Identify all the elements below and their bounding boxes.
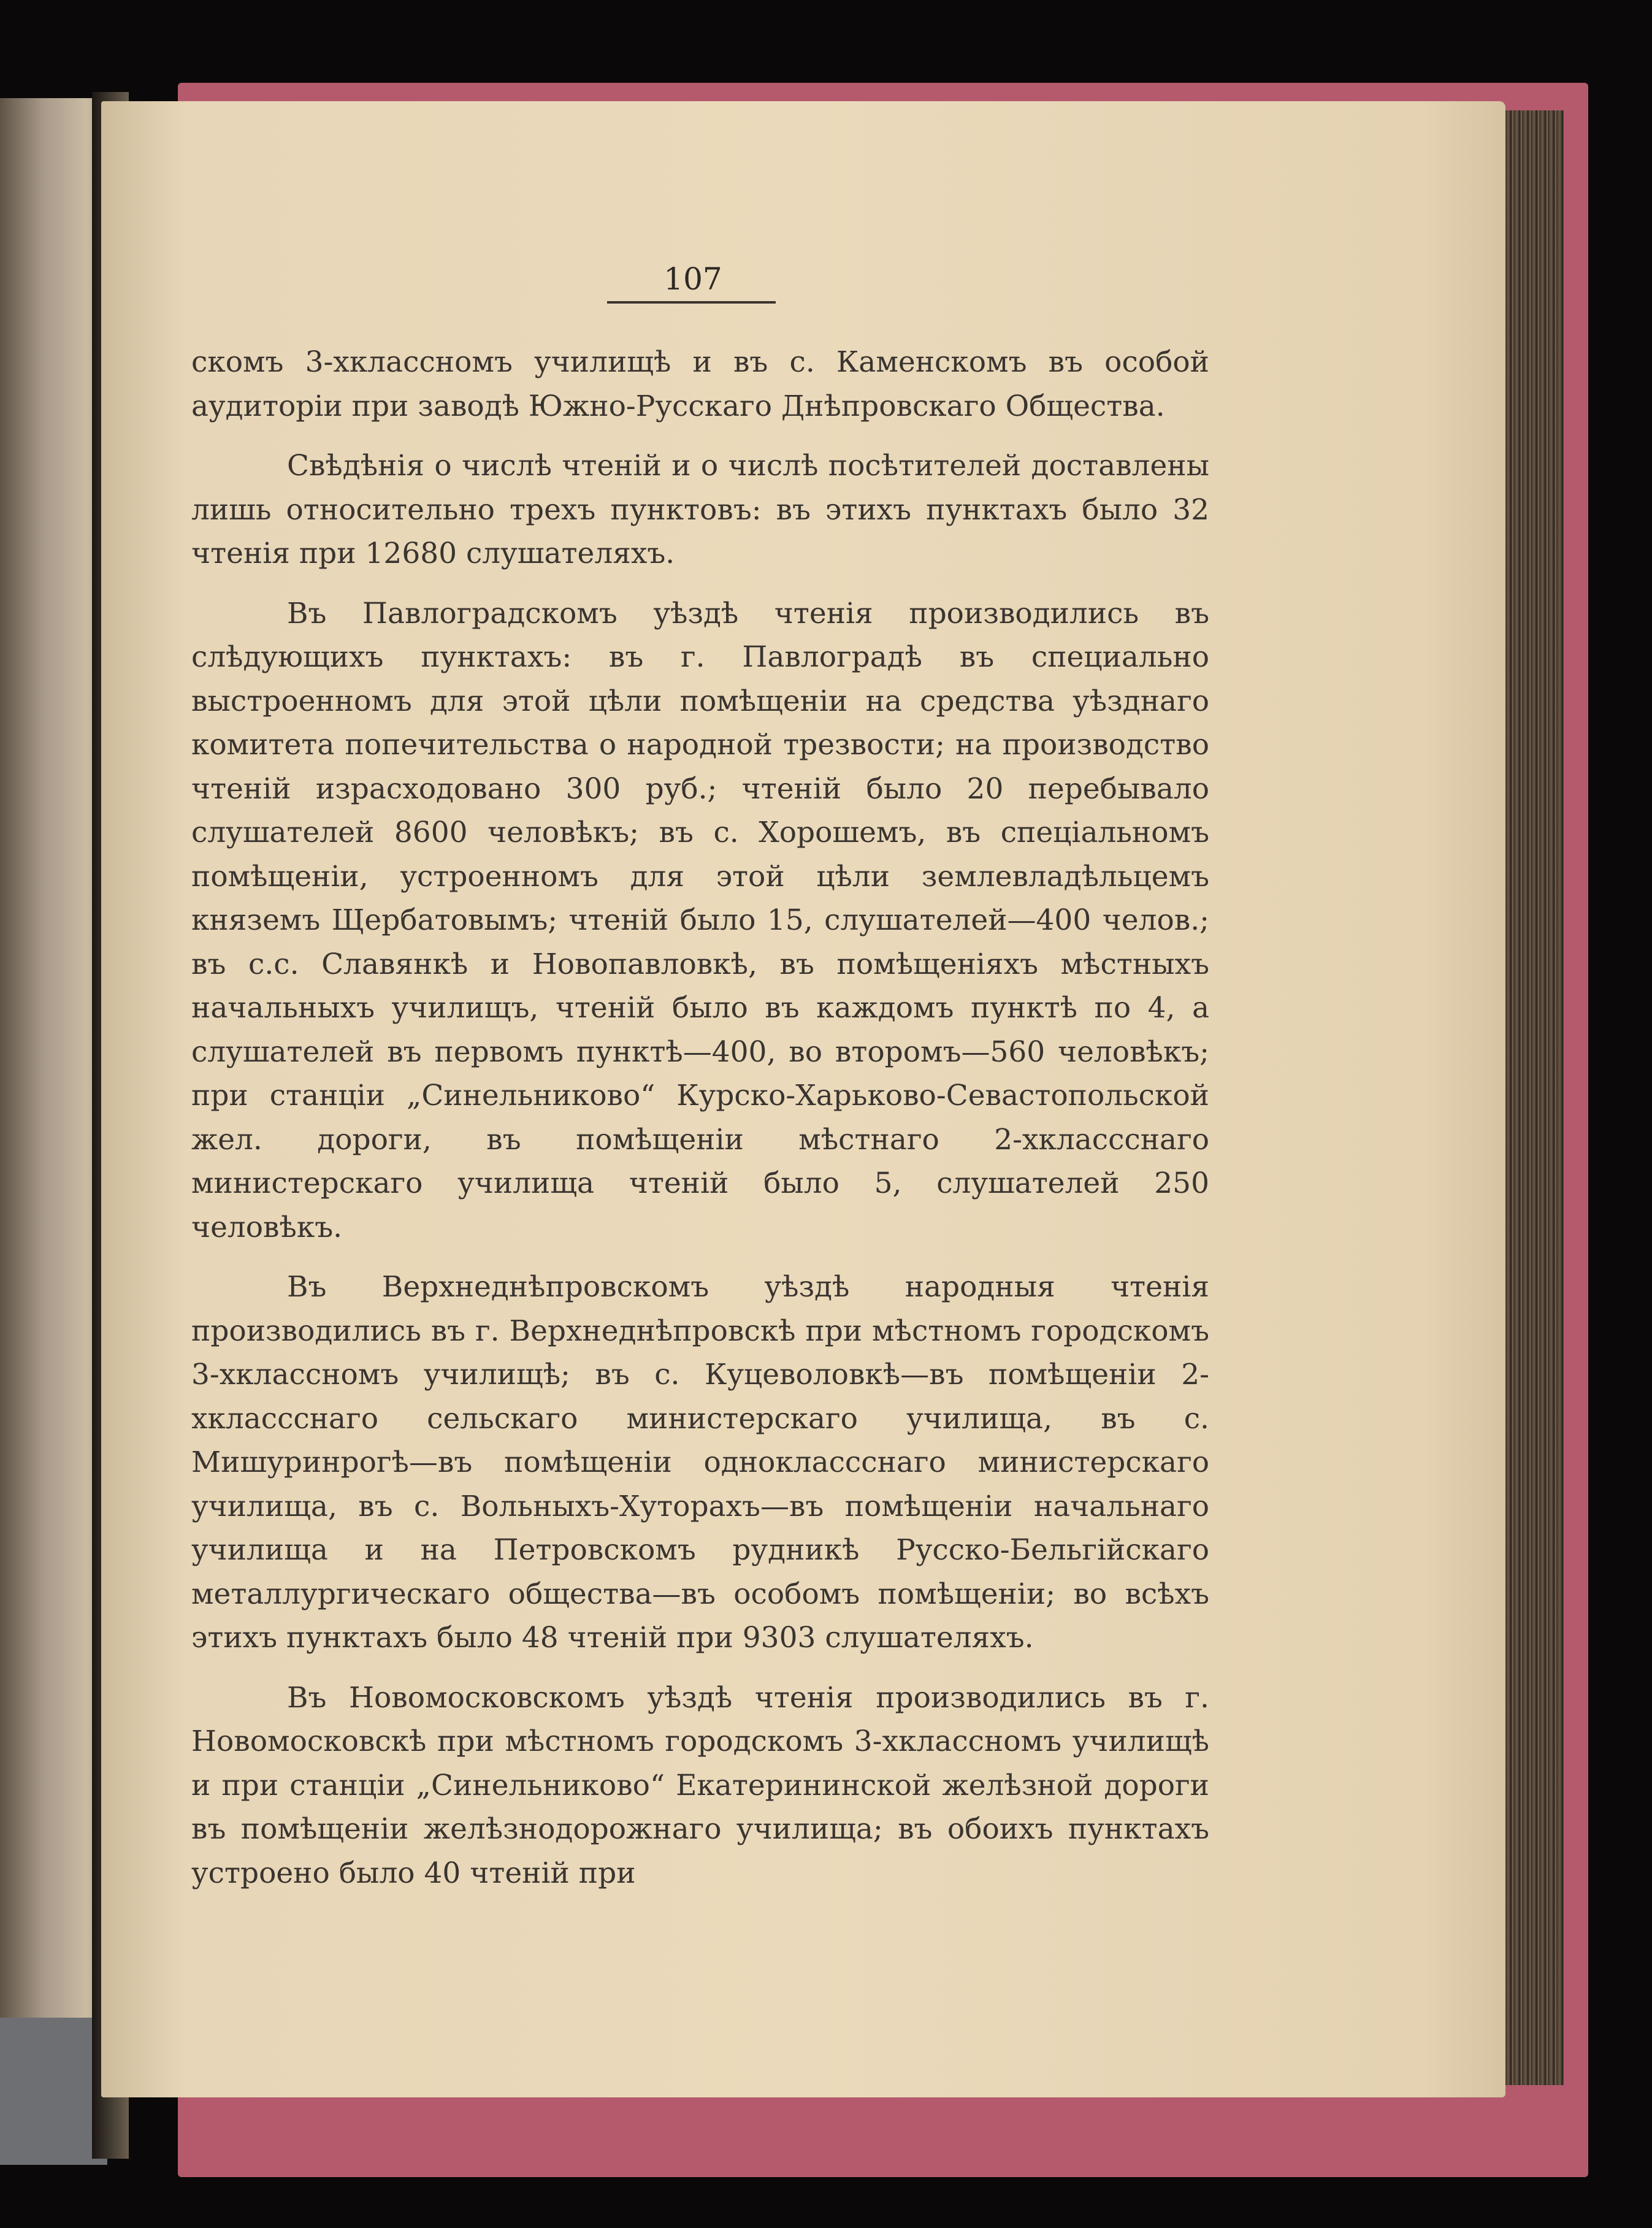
- page-edges: [1496, 110, 1564, 2085]
- page-number-rule: [607, 301, 776, 304]
- paragraph-continuation: скомъ 3-хклассномъ училищѣ и въ с. Каменскомъ въ особой аудиторіи при заводѣ Южно-Русскаго Днѣпровскаго Общества.: [191, 345, 1209, 423]
- page-number: 107: [663, 261, 722, 297]
- paragraph-pavlograd: Въ Павлоградскомъ уѣздѣ чтенія производились въ слѣдующихъ пунктахъ: въ г. Павлоградѣ въ специально выстроенномъ для этой цѣли помѣщеніи на средства уѣзднаго комитета попечительства о народной трезвости; на производство чтеній израсходовано 300 руб.; чтеній было 20 перебывало слушателей 8600 человѣкъ; въ с. Хорошемъ, въ спеціальномъ помѣщеніи, устроенномъ для этой цѣли землевладѣльцемъ княземъ Щербатовымъ; чтеній было 15, слушателей—400 челов.; въ с.с. Славянкѣ и Новопавловкѣ, въ помѣщеніяхъ мѣстныхъ начальныхъ училищъ, чтеній было въ каждомъ пунктѣ по 4, а слушателей въ первомъ пунктѣ—400, во второмъ—560 человѣкъ; при станціи „Синельниково“ Курско-Харьково-Севастопольской жел. дороги, въ помѣщеніи мѣстнаго 2-хклассснаго министерскаго училища чтеній было 5, слушателей 250 человѣкъ.: [191, 596, 1209, 1244]
- paragraph-statistics: Свѣдѣнія о числѣ чтеній и о числѣ посѣтителей доставлены лишь относительно трехъ пунктовъ: въ этихъ пунктахъ было 32 чтенія при 12680 слушателяхъ.: [191, 449, 1209, 570]
- paragraph-verkhnedneprovsk: Въ Верхнеднѣпровскомъ уѣздѣ народныя чтенія производились въ г. Верхнеднѣпровскѣ при мѣстномъ городскомъ 3-хклассномъ училищѣ; въ с. Куцеволовкѣ—въ помѣщеніи 2-хклассснаго сельскаго министерскаго училища, въ с. Мишуринрогѣ—въ помѣщеніи одноклассснаго министерскаго училища, въ с. Вольныхъ-Хуторахъ—въ помѣщеніи начальнаго училища и на Петровскомъ рудникѣ Русско-Бельгійскаго металлургическаго общества—въ особомъ помѣщеніи; во всѣхъ этихъ пунктахъ было 48 чтеній при 9303 слушателяхъ.: [191, 1270, 1209, 1655]
- left-cover-cloth: [0, 2018, 107, 2165]
- left-page: [0, 98, 107, 2159]
- paragraph-novomoskovsk: Въ Новомосковскомъ уѣздѣ чтенія производились въ г. Новомосковскѣ при мѣстномъ городскомъ 3-хклассномъ училищѣ и при станціи „Синельниково“ Екатерининской желѣзной дороги въ помѣщеніи желѣзнодорожнаго училища; въ обоихъ пунктахъ устроено было 40 чтеній при: [191, 1680, 1209, 1890]
- body-text: [191, 340, 1209, 1911]
